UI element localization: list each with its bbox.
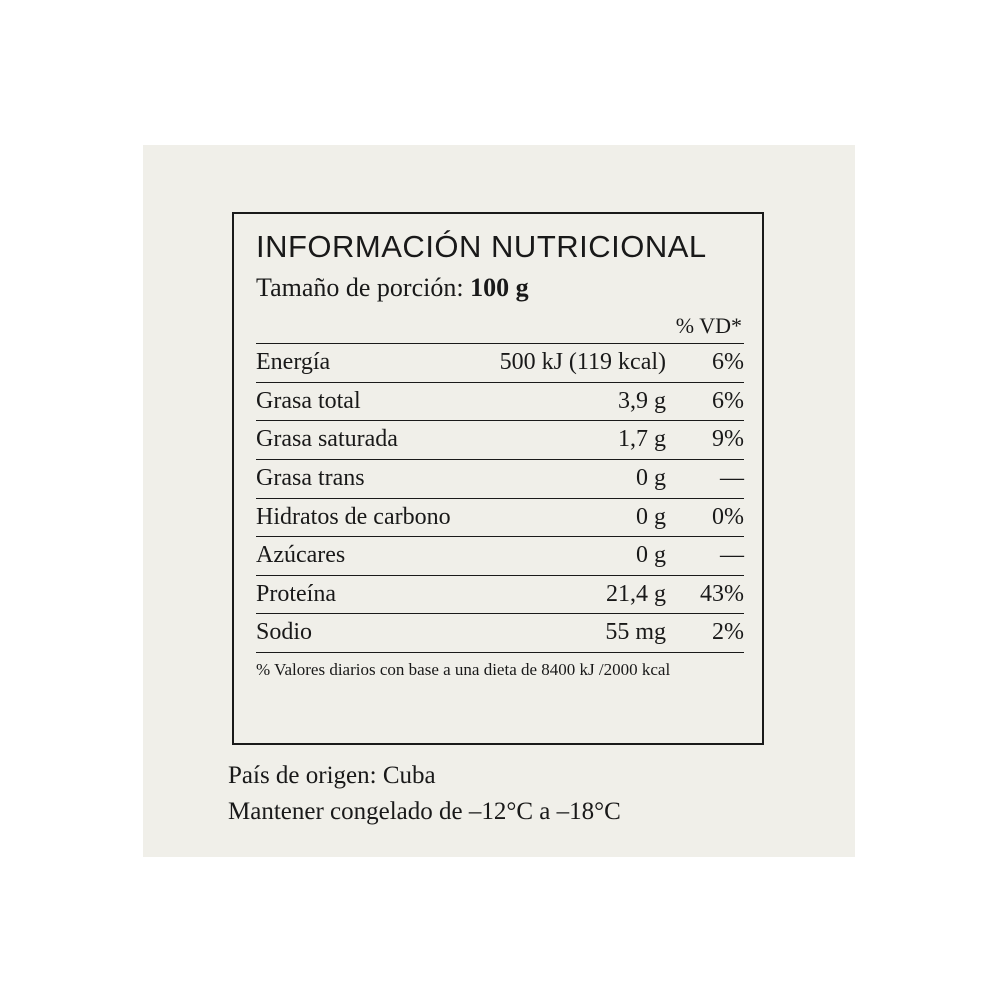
nutrient-dv: 0% bbox=[666, 498, 744, 537]
nutrient-dv: 9% bbox=[666, 421, 744, 460]
nutrient-dv: — bbox=[666, 537, 744, 576]
serving-size-line bbox=[256, 273, 744, 303]
nutrient-dv: 6% bbox=[666, 382, 744, 421]
nutrient-dv: — bbox=[666, 459, 744, 498]
nutrient-amount: 0 g bbox=[477, 537, 666, 576]
table-row bbox=[256, 382, 744, 421]
nutrient-label: Proteína bbox=[256, 575, 477, 614]
nutrient-label: Energía bbox=[256, 344, 477, 383]
table-row bbox=[256, 459, 744, 498]
nutrition-facts-box bbox=[232, 212, 764, 745]
nutrient-label: Grasa trans bbox=[256, 459, 477, 498]
serving-size-value: 100 g bbox=[470, 273, 529, 303]
nutrient-label: Grasa total bbox=[256, 382, 477, 421]
nutrient-amount: 1,7 g bbox=[477, 421, 666, 460]
nutrient-label: Grasa saturada bbox=[256, 421, 477, 460]
additional-info bbox=[228, 758, 788, 831]
nutrient-amount: 0 g bbox=[477, 459, 666, 498]
nutrition-table bbox=[256, 343, 744, 652]
nutrient-amount: 55 mg bbox=[477, 614, 666, 652]
table-row bbox=[256, 344, 744, 383]
nutrient-label: Sodio bbox=[256, 614, 477, 652]
nutrient-amount: 500 kJ (119 kcal) bbox=[477, 344, 666, 383]
table-row bbox=[256, 421, 744, 460]
table-row bbox=[256, 614, 744, 652]
nutrient-label: Hidratos de carbono bbox=[256, 498, 477, 537]
table-row bbox=[256, 537, 744, 576]
nutrient-amount: 0 g bbox=[477, 498, 666, 537]
daily-value-footnote: % Valores diarios con base a una dieta de 8400 kJ /2000 kcal bbox=[256, 652, 744, 680]
nutrient-amount: 21,4 g bbox=[477, 575, 666, 614]
country-of-origin: País de origen: Cuba bbox=[228, 762, 436, 789]
nutrient-amount: 3,9 g bbox=[477, 382, 666, 421]
serving-size-label: Tamaño de porción: bbox=[256, 273, 471, 303]
storage-instructions: Mantener congelado de –12°C a –18°C bbox=[228, 798, 621, 826]
page-title: INFORMACIÓN NUTRICIONAL bbox=[256, 229, 707, 264]
nutrient-dv: 6% bbox=[666, 344, 744, 383]
table-row bbox=[256, 575, 744, 614]
table-row bbox=[256, 498, 744, 537]
nutrient-dv: 43% bbox=[666, 575, 744, 614]
daily-value-header: % VD* bbox=[675, 313, 742, 339]
nutrient-label: Azúcares bbox=[256, 537, 477, 576]
nutrient-dv: 2% bbox=[666, 614, 744, 652]
